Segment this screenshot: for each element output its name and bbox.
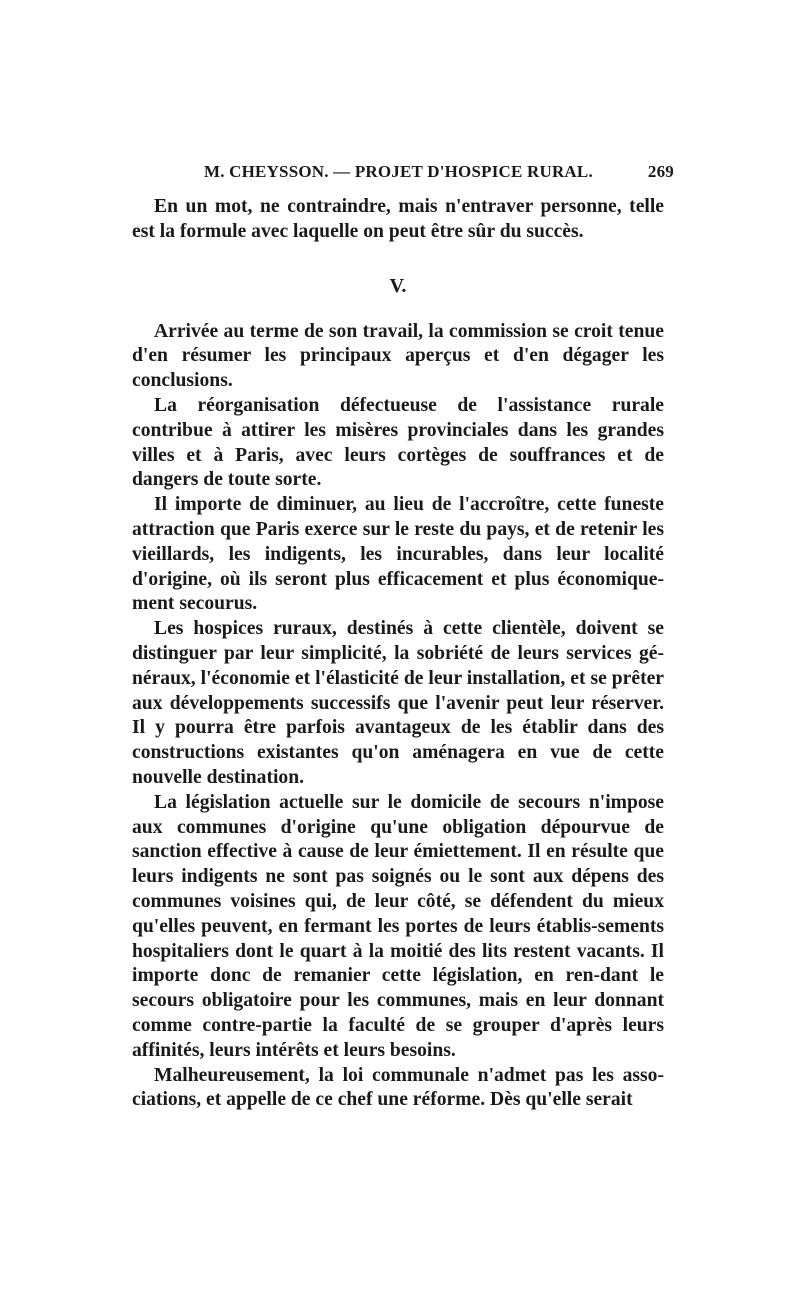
paragraph-6: La législation actuelle sur le domicile de secours n'impose aux communes d'origine qu'une obligation dépourvue de sanction effective à cause de leur émiettement. Il en résulte que leurs indigents ne sont pas soignés ou le sont aux dépens des communes voisines qui, de leur côté, se défendent du mieux qu'elles peuvent, en fermant les portes de leurs établis-sements hospitaliers dont le quart à la moitié des lits restent vacants. Il importe donc de remanier cette législation, en ren-dant le secours obligatoire pour les communes, mais en leur donnant comme contre-partie la faculté de se grouper d'après leurs affinités, leurs intérêts et leurs besoins.: [132, 791, 664, 1061]
page-number: 269: [647, 162, 674, 181]
running-header: [204, 162, 674, 186]
paragraph-1: En un mot, ne contraindre, mais n'entraver personne, telle est la formule avec laquelle on peut être sûr du succès.: [132, 196, 664, 242]
paragraph-5: Les hospices ruraux, destinés à cette clientèle, doivent se distinguer par leur simplicité, la sobriété de leurs services gé-néraux, l'économie et l'élasticité de leur installation, et se prêter aux développements successifs que l'avenir peut leur réserver. Il y pourra être parfois avantageux de les établir dans des constructions existantes qu'on aménagera en vue de cette nouvelle destination.: [132, 618, 664, 788]
paragraph-4: Il importe de diminuer, au lieu de l'accroître, cette funeste attraction que Paris exerce sur le reste du pays, et de retenir les vieillards, les indigents, les incurables, dans leur localité d'origine, où ils seront plus efficacement et plus économique-ment secourus.: [132, 494, 664, 615]
paragraph-3: La réorganisation défectueuse de l'assistance rurale contribue à attirer les misères provinciales dans les grandes villes et à Paris, avec leurs cortèges de souffrances et de dangers de toute sorte.: [132, 394, 664, 491]
section-heading: V.: [389, 274, 407, 297]
paragraph-2: Arrivée au terme de son travail, la commission se croit tenue d'en résumer les principaux aperçus et d'en dégager les conclusions.: [132, 320, 664, 392]
body-text: [132, 195, 664, 1113]
running-title: M. CHEYSSON. — PROJET D'HOSPICE RURAL.: [204, 162, 593, 181]
paragraph-7: Malheureusement, la loi communale n'admet pas les asso-ciations, et appelle de ce chef une réforme. Dès qu'elle serait: [132, 1064, 664, 1111]
